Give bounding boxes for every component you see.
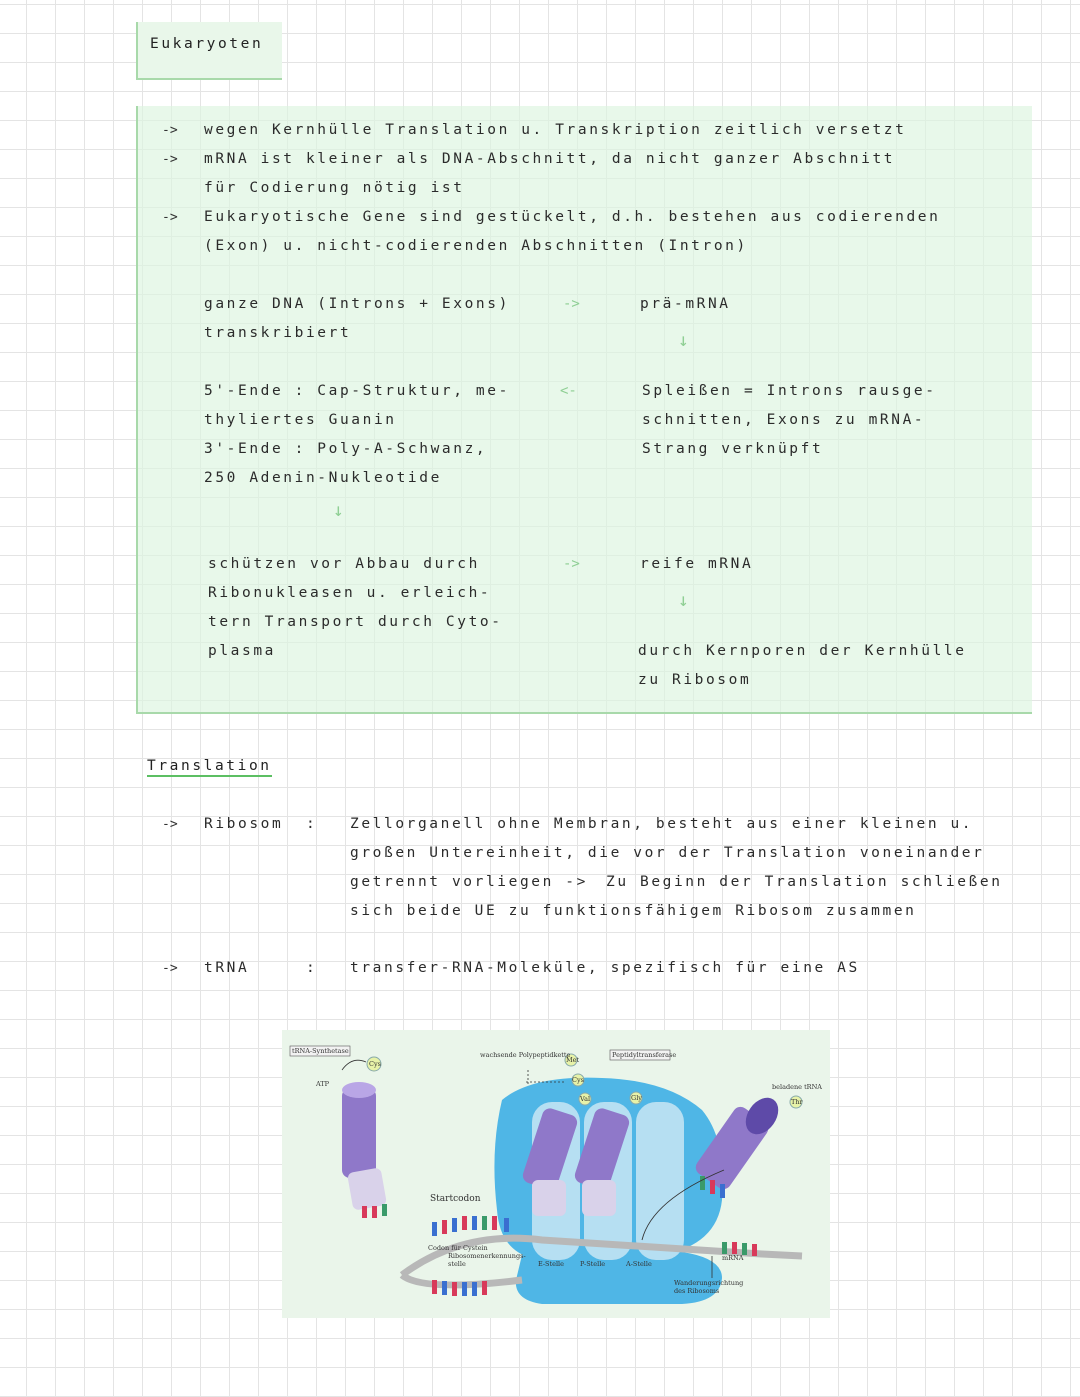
- bullet-arrow: ->: [162, 817, 178, 832]
- term-colon: :: [306, 960, 318, 976]
- flow-dna-1: ganze DNA (Introns + Exons): [204, 296, 510, 312]
- bullet-text-2b: für Codierung nötig ist: [204, 180, 465, 196]
- label-peptidyl: Peptidyltransferase: [612, 1051, 677, 1059]
- label-codon-1: Codon für Cystein: [428, 1244, 488, 1252]
- flow-protect-2: Ribonukleasen u. erleich-: [208, 585, 492, 601]
- atp-arrow: [342, 1060, 366, 1070]
- bullet-text-2a: mRNA ist kleiner als DNA-Abschnitt, da nicht ganzer Abschnitt: [204, 151, 896, 167]
- label-p-site: P-Stelle: [580, 1260, 606, 1268]
- label-thr: Thr: [791, 1098, 803, 1106]
- ribosom-def-2: großen Untereinheit, die vor der Translation voneinander: [350, 845, 985, 861]
- term-trna: tRNA: [204, 960, 250, 976]
- term-colon: :: [306, 816, 318, 832]
- label-loaded-trna: beladene tRNA: [772, 1083, 822, 1091]
- flow-cap-1: 5'-Ende : Cap-Struktur, me-: [204, 383, 510, 399]
- flow-arrow-down: ↓: [333, 500, 344, 521]
- label-move-1: Wanderungsrichtung: [674, 1279, 744, 1287]
- flow-mature-mrna: reife mRNA: [640, 556, 754, 572]
- label-chain: wachsende Polypeptidkette: [480, 1051, 571, 1059]
- flow-splice-3: Strang verknüpft: [642, 441, 824, 457]
- flow-cap-3: 3'-Ende : Poly-A-Schwanz,: [204, 441, 488, 457]
- label-codon-2: Ribosomenerkennungs-: [448, 1252, 526, 1260]
- flow-pre-mrna: prä-mRNA: [640, 296, 731, 312]
- label-move-2: des Ribosoms: [674, 1287, 720, 1295]
- bullet-text-3b: (Exon) u. nicht-codierenden Abschnitten (Intron): [204, 238, 748, 254]
- label-met: Met: [566, 1056, 580, 1064]
- translation-diagram: [282, 1030, 830, 1318]
- ribosom-def-4: sich beide UE zu funktionsfähigem Ribosom zusammen: [350, 903, 917, 919]
- flow-arrow-down: ↓: [678, 330, 689, 351]
- trna-def: transfer-RNA-Moleküle, spezifisch für eine AS: [350, 960, 860, 976]
- flow-arrow-right: ->: [563, 296, 580, 312]
- ribosom-def-3b: Zu Beginn der Translation schließen: [606, 874, 1003, 890]
- label-val: Val: [580, 1095, 591, 1103]
- label-codon-3: stelle: [448, 1260, 466, 1268]
- label-cys: Cys: [369, 1060, 381, 1068]
- bullet-arrow: ->: [162, 123, 178, 138]
- label-a-site: A-Stelle: [626, 1260, 652, 1268]
- bullet-arrow: ->: [162, 210, 178, 225]
- bullet-text-3a: Eukaryotische Gene sind gestückelt, d.h. bestehen aus codierenden: [204, 209, 941, 225]
- bullet-text-1: wegen Kernhülle Translation u. Transkription zeitlich versetzt: [204, 122, 907, 138]
- label-atp: ATP: [316, 1080, 330, 1088]
- flow-pore-1: durch Kernporen der Kernhülle: [638, 643, 967, 659]
- label-synthetase: tRNA-Synthetase: [292, 1047, 349, 1055]
- flow-protect-1: schützen vor Abbau durch: [208, 556, 480, 572]
- ribosom-def-1: Zellorganell ohne Membran, besteht aus einer kleinen u.: [350, 816, 974, 832]
- flow-arrow-left: <-: [560, 383, 577, 399]
- free-trna: [342, 1082, 387, 1218]
- bullet-arrow: ->: [162, 152, 178, 167]
- flow-protect-4: plasma: [208, 643, 276, 659]
- label-cys-chain: Cys: [572, 1076, 584, 1084]
- flow-cap-4: 250 Adenin-Nukleotide: [204, 470, 442, 486]
- label-e-site: E-Stelle: [538, 1260, 564, 1268]
- term-ribosom: Ribosom: [204, 816, 284, 832]
- flow-pore-2: zu Ribosom: [638, 672, 752, 688]
- flow-splice-1: Spleißen = Introns rausge-: [642, 383, 937, 399]
- label-gly: Gly: [631, 1094, 642, 1102]
- flow-arrow-down: ↓: [678, 590, 689, 611]
- translation-diagram-svg: [282, 1030, 830, 1318]
- ribosom-def-3a: getrennt vorliegen ->: [350, 874, 588, 890]
- bullet-arrow: ->: [162, 961, 178, 976]
- flow-cap-2: thyliertes Guanin: [204, 412, 397, 428]
- flow-arrow-right: ->: [563, 556, 580, 572]
- section-title-eukaryoten: Eukaryoten: [150, 36, 264, 52]
- label-mrna: mRNA: [722, 1254, 744, 1262]
- label-startcodon: Startcodon: [430, 1194, 481, 1204]
- flow-dna-2: transkribiert: [204, 325, 352, 341]
- section-title-translation: Translation: [147, 758, 272, 777]
- flow-splice-2: schnitten, Exons zu mRNA-: [642, 412, 926, 428]
- flow-protect-3: tern Transport durch Cyto-: [208, 614, 503, 630]
- title-box: [136, 22, 282, 80]
